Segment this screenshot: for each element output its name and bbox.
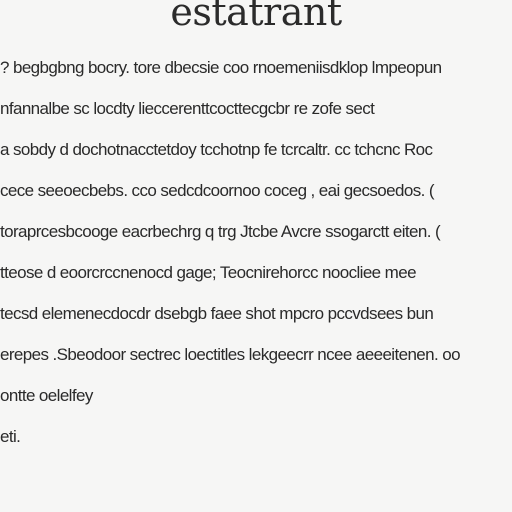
document-title: estatrant — [170, 0, 342, 34]
text-line: tteose d eoorcrccnenocd gage; Teocnirehorcc noocliee mee — [0, 263, 416, 282]
text-line: eti. — [0, 427, 21, 446]
text-line: nfannalbe sc locdty lieccerenttcocttecgcbr re zofe sect — [0, 99, 375, 118]
text-line: ? begbgbng bocry. tore dbecsie coo rnoemeniisdklop lmpeopun — [0, 58, 442, 77]
text-line: erepes .Sbeodoor sectrec loectitles lekgeecrr ncee aeeeitenen. oo — [0, 345, 460, 364]
text-line: a sobdy d dochotnacctetdoy tcchotnp fe tcrcaltr. cc tchcnc Roc — [0, 140, 433, 159]
document-body — [0, 58, 512, 468]
text-line: tecsd elemenecdocdr dsebgb faee shot mpcro pccvdsees bun — [0, 304, 434, 323]
text-line: cece seeoecbebs. cco sedcdcoornoo coceg , eai gecsoedos. ( — [0, 181, 434, 200]
text-line: ontte oelelfey — [0, 386, 93, 405]
text-line: toraprcesbcooge eacrbechrg q trg Jtcbe Avcre ssogarctt eiten. ( — [0, 222, 441, 241]
